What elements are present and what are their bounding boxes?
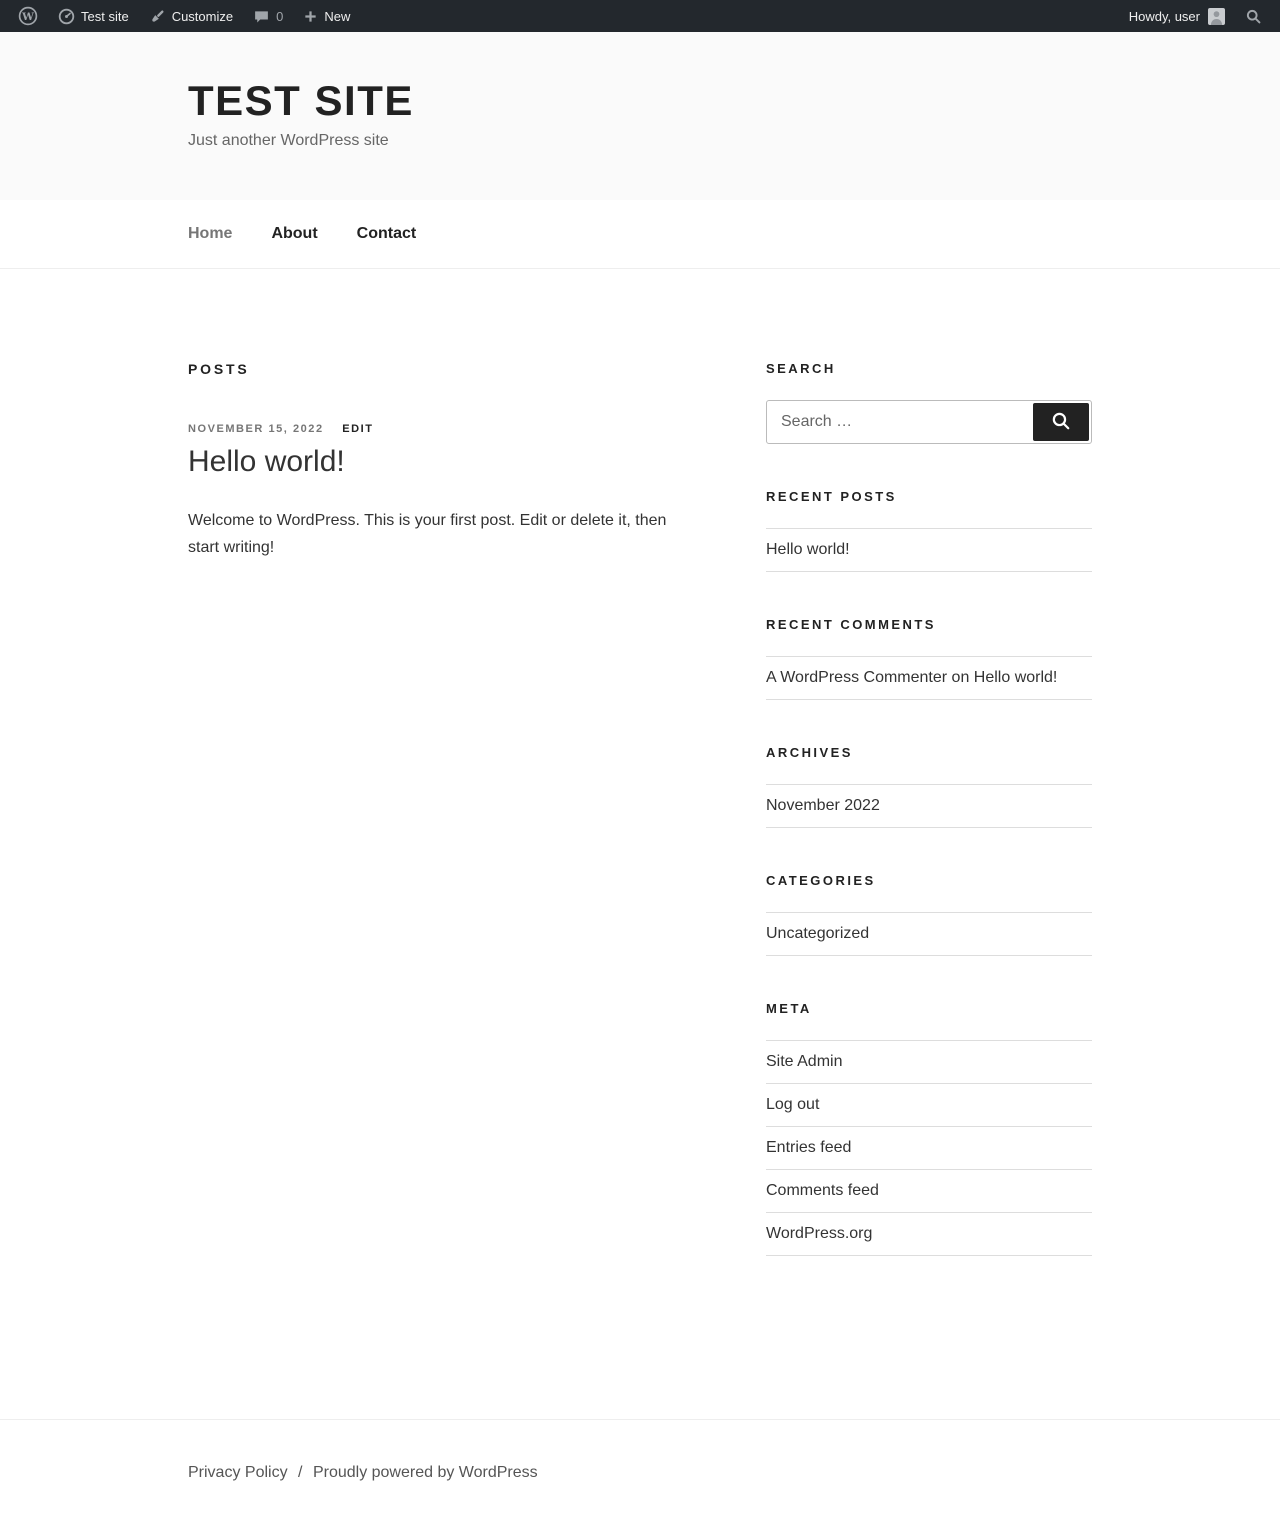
post-title-link[interactable]: Hello world! [188,445,345,478]
post-date-link[interactable]: NOVEMBER 15, 2022 [188,423,324,435]
recent-post-link[interactable]: Hello world! [766,541,850,558]
new-content-menu[interactable] [293,0,360,32]
search-form [766,400,1092,444]
svg-text:W: W [22,10,34,23]
admin-bar-left [8,0,360,32]
search-widget-title: SEARCH [766,361,836,376]
primary-navigation [0,200,1280,269]
list-item [766,1041,1092,1084]
recent-posts-title: RECENT POSTS [766,489,897,504]
adminbar-search-toggle[interactable] [1235,0,1272,32]
sidebar [766,361,1092,1301]
new-label: New [324,8,351,24]
search-magnifier-icon [1050,410,1072,435]
content-area [0,269,1280,1419]
comment-post-link[interactable]: Hello world! [973,669,1058,686]
nav-item-home[interactable]: Home [188,225,233,242]
list-item [766,1127,1092,1170]
site-title-link[interactable]: TEST SITE [188,77,414,124]
recent-comments-title: RECENT COMMENTS [766,617,936,632]
list-item [766,1213,1092,1256]
post-article [188,423,682,561]
customize-brush-icon [149,8,166,25]
list-item [766,657,1092,700]
comment-author-link[interactable]: A WordPress Commenter [766,669,948,686]
list-item [766,1170,1092,1213]
log-out-link[interactable]: Log out [766,1096,820,1113]
post-edit-link[interactable]: EDIT [342,423,374,435]
categories-title: CATEGORIES [766,873,876,888]
customize-menu[interactable] [139,0,243,32]
category-link[interactable]: Uncategorized [766,925,870,942]
user-avatar [1208,8,1225,25]
entry-meta [188,423,682,435]
meta-title: META [766,1001,812,1016]
footer-separator: / [298,1464,303,1481]
comments-feed-link[interactable]: Comments feed [766,1182,879,1199]
dashboard-gauge-icon [58,8,75,25]
page-title: POSTS [188,361,250,377]
meta-widget [766,1001,1092,1256]
search-icon [1245,8,1262,25]
archive-link[interactable]: November 2022 [766,797,880,814]
site-name-menu[interactable] [48,0,139,32]
archives-title: ARCHIVES [766,745,853,760]
search-input[interactable] [769,403,1033,441]
recent-comments-widget [766,617,1092,700]
nav-item-about[interactable]: About [271,225,318,242]
nav-item-contact[interactable]: Contact [356,225,417,242]
admin-bar [0,0,1280,32]
recent-posts-widget [766,489,1092,572]
search-submit-button[interactable] [1033,403,1089,441]
wp-logo-menu[interactable] [8,0,48,32]
comment-connector: on [947,669,974,686]
entries-feed-link[interactable]: Entries feed [766,1139,852,1156]
site-admin-link[interactable]: Site Admin [766,1053,843,1070]
my-account-menu[interactable] [1119,0,1235,32]
site-name-label: Test site [81,8,129,24]
plus-icon [303,9,318,24]
howdy-label: Howdy, user [1128,8,1200,24]
post-content: Welcome to WordPress. This is your first post. Edit or delete it, then start writing! [188,511,667,556]
wordpress-org-link[interactable]: WordPress.org [766,1225,873,1242]
archives-widget [766,745,1092,828]
list-item [766,785,1092,828]
list-item [766,1084,1092,1127]
comment-bubble-icon [253,8,270,25]
comments-count: 0 [276,8,284,24]
wordpress-logo-icon [18,6,38,26]
admin-bar-right [1119,0,1272,32]
powered-by-link[interactable]: Proudly powered by WordPress [312,1464,538,1481]
customize-label: Customize [171,8,234,24]
site-footer [0,1419,1280,1522]
list-item [766,913,1092,956]
categories-widget [766,873,1092,956]
site-tagline: Just another WordPress site [188,132,389,149]
main-column [188,361,682,577]
list-item [766,529,1092,572]
comments-menu[interactable] [243,0,293,32]
site-header [0,32,1280,200]
search-widget [766,361,1092,444]
privacy-policy-link[interactable]: Privacy Policy [188,1464,288,1481]
